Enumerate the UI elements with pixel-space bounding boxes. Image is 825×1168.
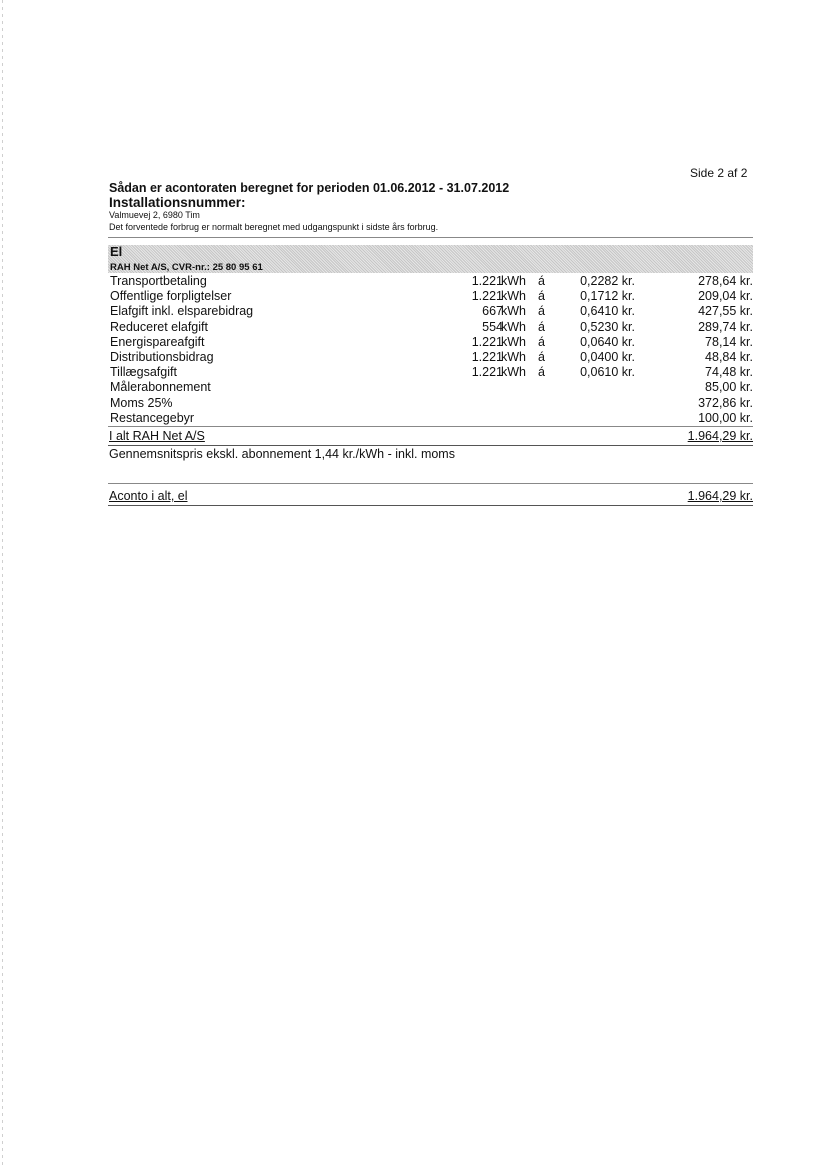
line-item-unit: kWh: [501, 274, 526, 288]
line-item-qty: 1.221: [471, 349, 503, 364]
line-item-name: Transportbetaling: [110, 274, 207, 288]
grand-total-label: Aconto i alt, el: [109, 489, 188, 503]
line-item-name: Moms 25%: [110, 395, 173, 410]
line-item: [108, 365, 753, 380]
line-item-amount: 289,74 kr.: [698, 319, 753, 334]
line-item-price: 0,0400 kr.: [580, 349, 635, 364]
line-item-amount: 372,86 kr.: [698, 395, 753, 410]
line-item-name: Målerabonnement: [110, 380, 211, 395]
line-item-qty: 1.221: [471, 365, 503, 380]
line-item-at: á: [538, 365, 545, 380]
line-item-at: á: [538, 289, 545, 304]
line-item-at: á: [538, 349, 545, 364]
line-item-name: Elafgift inkl. elsparebidrag: [110, 304, 254, 319]
line-item-unit: kWh: [501, 304, 526, 319]
line-item-name: Restancegebyr: [110, 410, 195, 425]
line-item-amount: 78,14 kr.: [705, 334, 753, 349]
line-item-at: á: [538, 319, 545, 334]
line-item-unit: kWh: [501, 334, 526, 349]
line-item-qty: 1.221: [471, 289, 503, 304]
line-item-price: 0,0640 kr.: [580, 334, 635, 349]
average-price-note: Gennemsnitspris ekskl. abonnement 1,44 kr./kWh - inkl. moms: [109, 447, 455, 461]
line-item-name: Offentlige forpligtelser: [110, 289, 232, 304]
line-item-price: 0,2282 kr.: [580, 274, 635, 288]
line-item-price: 0,6410 kr.: [580, 304, 635, 319]
line-item-qty: 554: [482, 319, 503, 334]
line-item-unit: kWh: [501, 289, 526, 304]
line-item-amount: 74,48 kr.: [705, 365, 753, 380]
line-item-unit: kWh: [501, 319, 526, 334]
line-item-amount: 85,00 kr.: [705, 380, 753, 395]
total-divider: [108, 483, 753, 484]
scan-edge-artifact: [2, 0, 3, 1168]
subtotal-label: I alt RAH Net A/S: [109, 429, 205, 443]
line-item: [108, 335, 753, 350]
line-item: [108, 274, 753, 289]
line-item: [108, 320, 753, 335]
line-item-amount: 427,55 kr.: [698, 304, 753, 319]
line-item-unit: kWh: [501, 365, 526, 380]
line-item-name: Tillægsafgift: [110, 365, 177, 380]
line-item-unit: kWh: [501, 349, 526, 364]
line-item-name: Reduceret elafgift: [110, 319, 208, 334]
line-item-amount: 278,64 kr.: [698, 274, 753, 288]
line-item-name: Distributionsbidrag: [110, 349, 214, 364]
grand-total-row: [108, 489, 753, 506]
line-item-price: 0,5230 kr.: [580, 319, 635, 334]
line-item: [108, 380, 753, 395]
line-item-at: á: [538, 334, 545, 349]
line-item-price: 0,1712 kr.: [580, 289, 635, 304]
subtotal-row: [108, 429, 753, 446]
line-item-at: á: [538, 274, 545, 288]
section-title: El: [110, 244, 123, 259]
line-item-name: Energispareafgift: [110, 334, 205, 349]
line-item-price: 0,0610 kr.: [580, 365, 635, 380]
installation-address: Valmuevej 2, 6980 Tim: [109, 210, 200, 220]
header-divider: [108, 237, 753, 238]
line-item-amount: 209,04 kr.: [698, 289, 753, 304]
supplier-line: RAH Net A/S, CVR-nr.: 25 80 95 61: [110, 262, 263, 273]
line-item: [108, 350, 753, 365]
grand-total-amount: 1.964,29 kr.: [687, 489, 753, 503]
page-title: Sådan er acontoraten beregnet for perioden 01.06.2012 - 31.07.2012: [109, 181, 510, 195]
line-item: [108, 396, 753, 411]
consumption-note: Det forventede forbrug er normalt beregnet med udgangspunkt i sidste års forbrug.: [109, 222, 439, 232]
line-item: [108, 304, 753, 319]
page-indicator: Side 2 af 2: [690, 166, 748, 180]
line-items: [108, 274, 753, 427]
subtotal-amount: 1.964,29 kr.: [687, 429, 753, 443]
installation-number-label: Installationsnummer:: [109, 195, 246, 210]
line-item: [108, 411, 753, 427]
line-item-amount: 48,84 kr.: [705, 349, 753, 364]
line-item-qty: 1.221: [471, 274, 503, 288]
line-item-qty: 667: [482, 304, 503, 319]
line-item-at: á: [538, 304, 545, 319]
line-item-amount: 100,00 kr.: [698, 410, 753, 425]
line-item: [108, 289, 753, 304]
line-item-qty: 1.221: [471, 334, 503, 349]
